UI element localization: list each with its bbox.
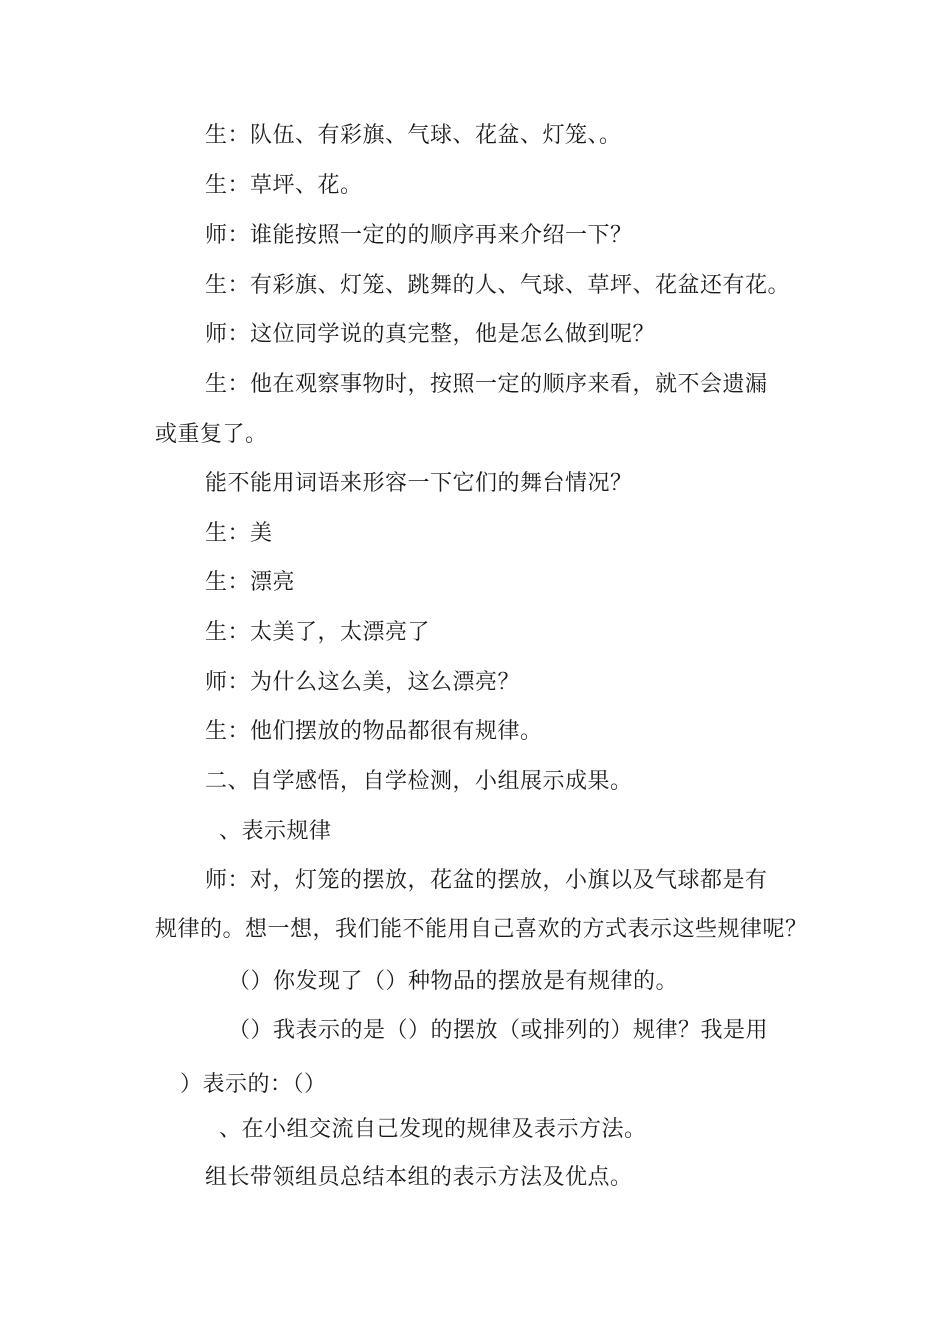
text-line: 师：为什么这么美，这么漂亮？ xyxy=(205,670,521,695)
fill-in-line: （）我表示的是（）的摆放（或排列的）规律？我是用 xyxy=(228,1018,769,1043)
text-line: 生：美 xyxy=(205,521,273,546)
text-line: 师：这位同学说的真完整，他是怎么做到呢？ xyxy=(205,322,656,347)
fill-in-line: （）你发现了（）种物品的摆放是有规律的。 xyxy=(228,969,679,994)
text-line: 组长带领组员总结本组的表示方法及优点。 xyxy=(205,1165,633,1190)
section-heading: 二、自学感悟，自学检测，小组展示成果。 xyxy=(205,769,633,794)
text-line: 生：漂亮 xyxy=(205,570,296,595)
text-line: 能不能用词语来形容一下它们的舞台情况？ xyxy=(205,471,633,496)
text-line: 规律的。想一想，我们能不能用自己喜欢的方式表示这些规律呢？ xyxy=(155,917,808,942)
text-line: 生：他在观察事物时，按照一定的顺序来看，就不会遗漏 xyxy=(205,372,768,397)
text-line: 生：他们摆放的物品都很有规律。 xyxy=(205,719,543,744)
text-line: 师：谁能按照一定的的顺序再来介绍一下？ xyxy=(205,223,633,248)
fill-in-line: ）表示的：（） xyxy=(180,1072,327,1097)
text-line: 生：有彩旗、灯笼、跳舞的人、气球、草坪、花盆还有花。 xyxy=(205,273,791,298)
text-line: 生：太美了，太漂亮了 xyxy=(205,620,431,645)
subsection-heading: 、表示规律 xyxy=(219,819,332,844)
text-line: 生：草坪、花。 xyxy=(205,173,363,198)
text-line: 师：对，灯笼的摆放，花盆的摆放，小旗以及气球都是有 xyxy=(205,868,768,893)
subsection-heading: 、在小组交流自己发现的规律及表示方法。 xyxy=(219,1117,647,1142)
text-line: 或重复了。 xyxy=(155,422,268,447)
text-line: 生：队伍、有彩旗、气球、花盆、灯笼、。 xyxy=(205,123,622,148)
